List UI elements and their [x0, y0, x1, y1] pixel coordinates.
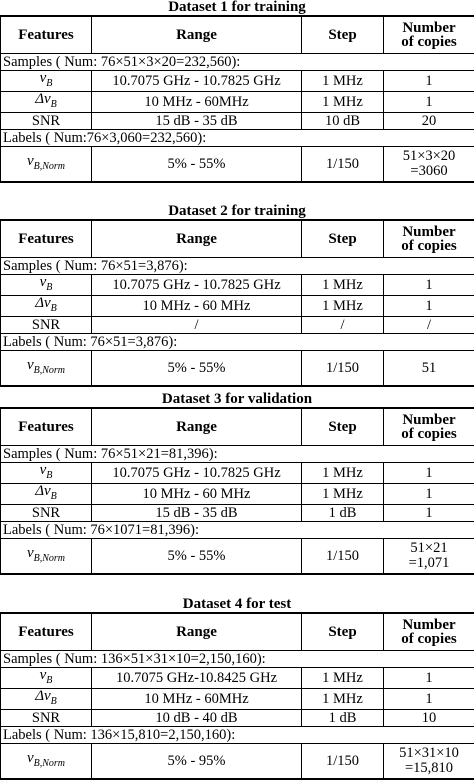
dataset-block-1	[0, 0, 474, 183]
step-cell: 1 MHz	[302, 71, 384, 92]
label-step-cell: 1/150	[302, 351, 384, 387]
label-data-row	[1, 539, 474, 575]
vb-sub: B	[46, 675, 53, 686]
header-step: Step	[302, 408, 384, 446]
copies-cell: 1	[384, 296, 474, 317]
table-row	[1, 275, 474, 296]
label-range-cell: 5% - 95%	[92, 744, 302, 780]
copies-cell: 1	[384, 668, 474, 689]
step-cell: 1 MHz	[302, 296, 384, 317]
header-range: Range	[92, 408, 302, 446]
step-cell: 1 MHz	[302, 668, 384, 689]
step-cell: 1 MHz	[302, 92, 384, 113]
feature-vb	[1, 668, 92, 689]
copies-cell: /	[384, 317, 474, 334]
dataset-title: Dataset 1 for training	[168, 0, 306, 15]
label-copies-cell	[384, 147, 474, 183]
table-row	[1, 710, 474, 727]
header-step: Step	[302, 613, 384, 651]
feature-snr: SNR	[1, 710, 92, 727]
header-copies-line1: Number	[402, 224, 456, 240]
vb-norm-sub: B,Norm	[33, 553, 66, 564]
label-data-row	[1, 744, 474, 780]
samples-section-row	[1, 54, 474, 71]
copies-cell: 1	[384, 463, 474, 484]
step-cell: 1 MHz	[302, 689, 384, 710]
header-copies-line2: of copies	[401, 426, 457, 442]
labels-label: Labels ( Num:76×3,060=232,560):	[1, 130, 474, 147]
label-step-cell: 1/150	[302, 539, 384, 575]
vb-sub: B	[46, 78, 53, 89]
table-row	[1, 505, 474, 522]
vb-norm-base: v	[26, 545, 34, 561]
step-cell: 1 MHz	[302, 484, 384, 505]
samples-section-row	[1, 446, 474, 463]
vb-norm-base: v	[26, 357, 34, 373]
delta-vb-sub: B	[50, 99, 57, 110]
header-features: Features	[1, 220, 92, 258]
table-row	[1, 668, 474, 689]
header-range: Range	[92, 16, 302, 54]
dataset-title: Dataset 3 for validation	[161, 392, 313, 407]
dataset-title: Dataset 2 for training	[168, 204, 306, 219]
feature-vb	[1, 275, 92, 296]
copies-cell: 1	[384, 689, 474, 710]
range-cell: 10.7075 GHz - 10.7825 GHz	[92, 71, 302, 92]
range-cell: 15 dB - 35 dB	[92, 113, 302, 130]
label-range-cell: 5% - 55%	[92, 351, 302, 387]
copies-cell: 1	[384, 275, 474, 296]
delta-vb-base: Δv	[35, 483, 51, 499]
vb-base: v	[39, 274, 47, 290]
delta-vb-sub: B	[50, 696, 57, 707]
range-cell: 10 dB - 40 dB	[92, 710, 302, 727]
labels-section-row	[1, 130, 474, 147]
header-features: Features	[1, 408, 92, 446]
range-cell: 10 MHz - 60MHz	[92, 689, 302, 710]
samples-label: Samples ( Num: 76×51×21=81,396):	[1, 446, 474, 463]
dataset-table	[0, 15, 474, 183]
label-copies-cell	[384, 351, 474, 387]
table-row	[1, 484, 474, 505]
header-copies-line1: Number	[402, 412, 456, 428]
vb-norm-sub: B,Norm	[33, 365, 66, 376]
header-features: Features	[1, 16, 92, 54]
label-data-row	[1, 147, 474, 183]
feature-vb	[1, 463, 92, 484]
samples-label: Samples ( Num: 136×51×31×10=2,150,160):	[1, 651, 474, 668]
feature-vb-norm	[1, 147, 92, 183]
step-cell: 1 dB	[302, 505, 384, 522]
feature-vb-norm	[1, 744, 92, 780]
header-copies-line2: of copies	[401, 631, 457, 647]
vb-norm-base: v	[26, 750, 34, 766]
copies-cell: 1	[384, 92, 474, 113]
range-cell: 10 MHz - 60MHz	[92, 92, 302, 113]
vb-norm-sub: B,Norm	[33, 161, 66, 172]
label-step-cell: 1/150	[302, 744, 384, 780]
vb-sub: B	[46, 470, 53, 481]
samples-section-row	[1, 651, 474, 668]
label-copies-cell	[384, 539, 474, 575]
delta-vb-base: Δv	[35, 295, 51, 311]
range-cell: 10 MHz - 60 MHz	[92, 296, 302, 317]
vb-sub: B	[46, 282, 53, 293]
range-cell: 10.7075 GHz - 10.7825 GHz	[92, 275, 302, 296]
header-copies	[384, 613, 474, 651]
copies-cell: 1	[384, 484, 474, 505]
label-copies-line1: 51×21	[410, 540, 448, 556]
feature-vb-norm	[1, 351, 92, 387]
label-copies-line2: =15,810	[404, 760, 454, 776]
dataset-title: Dataset 4 for test	[182, 597, 292, 612]
label-copies-cell	[384, 744, 474, 780]
label-range-cell: 5% - 55%	[92, 147, 302, 183]
delta-vb-sub: B	[50, 303, 57, 314]
copies-cell: 10	[384, 710, 474, 727]
delta-vb-base: Δv	[35, 688, 51, 704]
header-range: Range	[92, 613, 302, 651]
header-row	[1, 220, 474, 258]
dataset-block-3	[0, 392, 474, 575]
header-row	[1, 408, 474, 446]
feature-delta-vb	[1, 296, 92, 317]
dataset-table	[0, 612, 474, 780]
table-row	[1, 92, 474, 113]
feature-snr: SNR	[1, 113, 92, 130]
vb-norm-sub: B,Norm	[33, 758, 66, 769]
step-cell: 1 dB	[302, 710, 384, 727]
feature-snr: SNR	[1, 505, 92, 522]
dataset-table	[0, 407, 474, 575]
range-cell: /	[92, 317, 302, 334]
step-cell: 1 MHz	[302, 463, 384, 484]
table-row	[1, 296, 474, 317]
range-cell: 15 dB - 35 dB	[92, 505, 302, 522]
header-copies	[384, 408, 474, 446]
labels-label: Labels ( Num: 76×1071=81,396):	[1, 522, 474, 539]
header-features: Features	[1, 613, 92, 651]
range-cell: 10.7075 GHz - 10.7825 GHz	[92, 463, 302, 484]
feature-vb	[1, 71, 92, 92]
header-step: Step	[302, 220, 384, 258]
table-row	[1, 71, 474, 92]
label-data-row	[1, 351, 474, 387]
range-cell: 10 MHz - 60 MHz	[92, 484, 302, 505]
table-row	[1, 463, 474, 484]
header-copies-line2: of copies	[401, 34, 457, 50]
labels-label: Labels ( Num: 76×51=3,876):	[1, 334, 474, 351]
dataset-table	[0, 219, 474, 387]
copies-cell: 20	[384, 113, 474, 130]
samples-label: Samples ( Num: 76×51×3×20=232,560):	[1, 54, 474, 71]
step-cell: 10 dB	[302, 113, 384, 130]
table-row	[1, 317, 474, 334]
label-copies-line1: 51	[421, 359, 437, 376]
samples-label: Samples ( Num: 76×51=3,876):	[1, 258, 474, 275]
vb-base: v	[39, 462, 47, 478]
labels-label: Labels ( Num: 136×15,810=2,150,160):	[1, 727, 474, 744]
labels-section-row	[1, 727, 474, 744]
copies-cell: 1	[384, 71, 474, 92]
feature-delta-vb	[1, 484, 92, 505]
header-row	[1, 16, 474, 54]
header-copies	[384, 16, 474, 54]
label-step-cell: 1/150	[302, 147, 384, 183]
labels-section-row	[1, 522, 474, 539]
header-copies	[384, 220, 474, 258]
label-copies-line1: 51×31×10	[399, 745, 459, 761]
dataset-block-4	[0, 597, 474, 780]
step-cell: /	[302, 317, 384, 334]
delta-vb-sub: B	[50, 491, 57, 502]
range-cell: 10.7075 GHz-10.8425 GHz	[92, 668, 302, 689]
header-step: Step	[302, 16, 384, 54]
header-copies-line2: of copies	[401, 238, 457, 254]
feature-delta-vb	[1, 92, 92, 113]
header-range: Range	[92, 220, 302, 258]
label-copies-line2: =1,071	[408, 555, 450, 571]
vb-norm-base: v	[26, 153, 34, 169]
label-copies-line2: =3060	[410, 163, 448, 179]
copies-cell: 1	[384, 505, 474, 522]
header-copies-line1: Number	[402, 20, 456, 36]
dataset-block-2	[0, 204, 474, 387]
header-row	[1, 613, 474, 651]
step-cell: 1 MHz	[302, 275, 384, 296]
labels-section-row	[1, 334, 474, 351]
vb-base: v	[39, 70, 47, 86]
header-copies-line1: Number	[402, 617, 456, 633]
samples-section-row	[1, 258, 474, 275]
feature-vb-norm	[1, 539, 92, 575]
feature-delta-vb	[1, 689, 92, 710]
feature-snr: SNR	[1, 317, 92, 334]
label-range-cell: 5% - 55%	[92, 539, 302, 575]
delta-vb-base: Δv	[35, 91, 51, 107]
table-row	[1, 113, 474, 130]
table-row	[1, 689, 474, 710]
vb-base: v	[39, 667, 47, 683]
label-copies-line1: 51×3×20	[402, 148, 456, 164]
